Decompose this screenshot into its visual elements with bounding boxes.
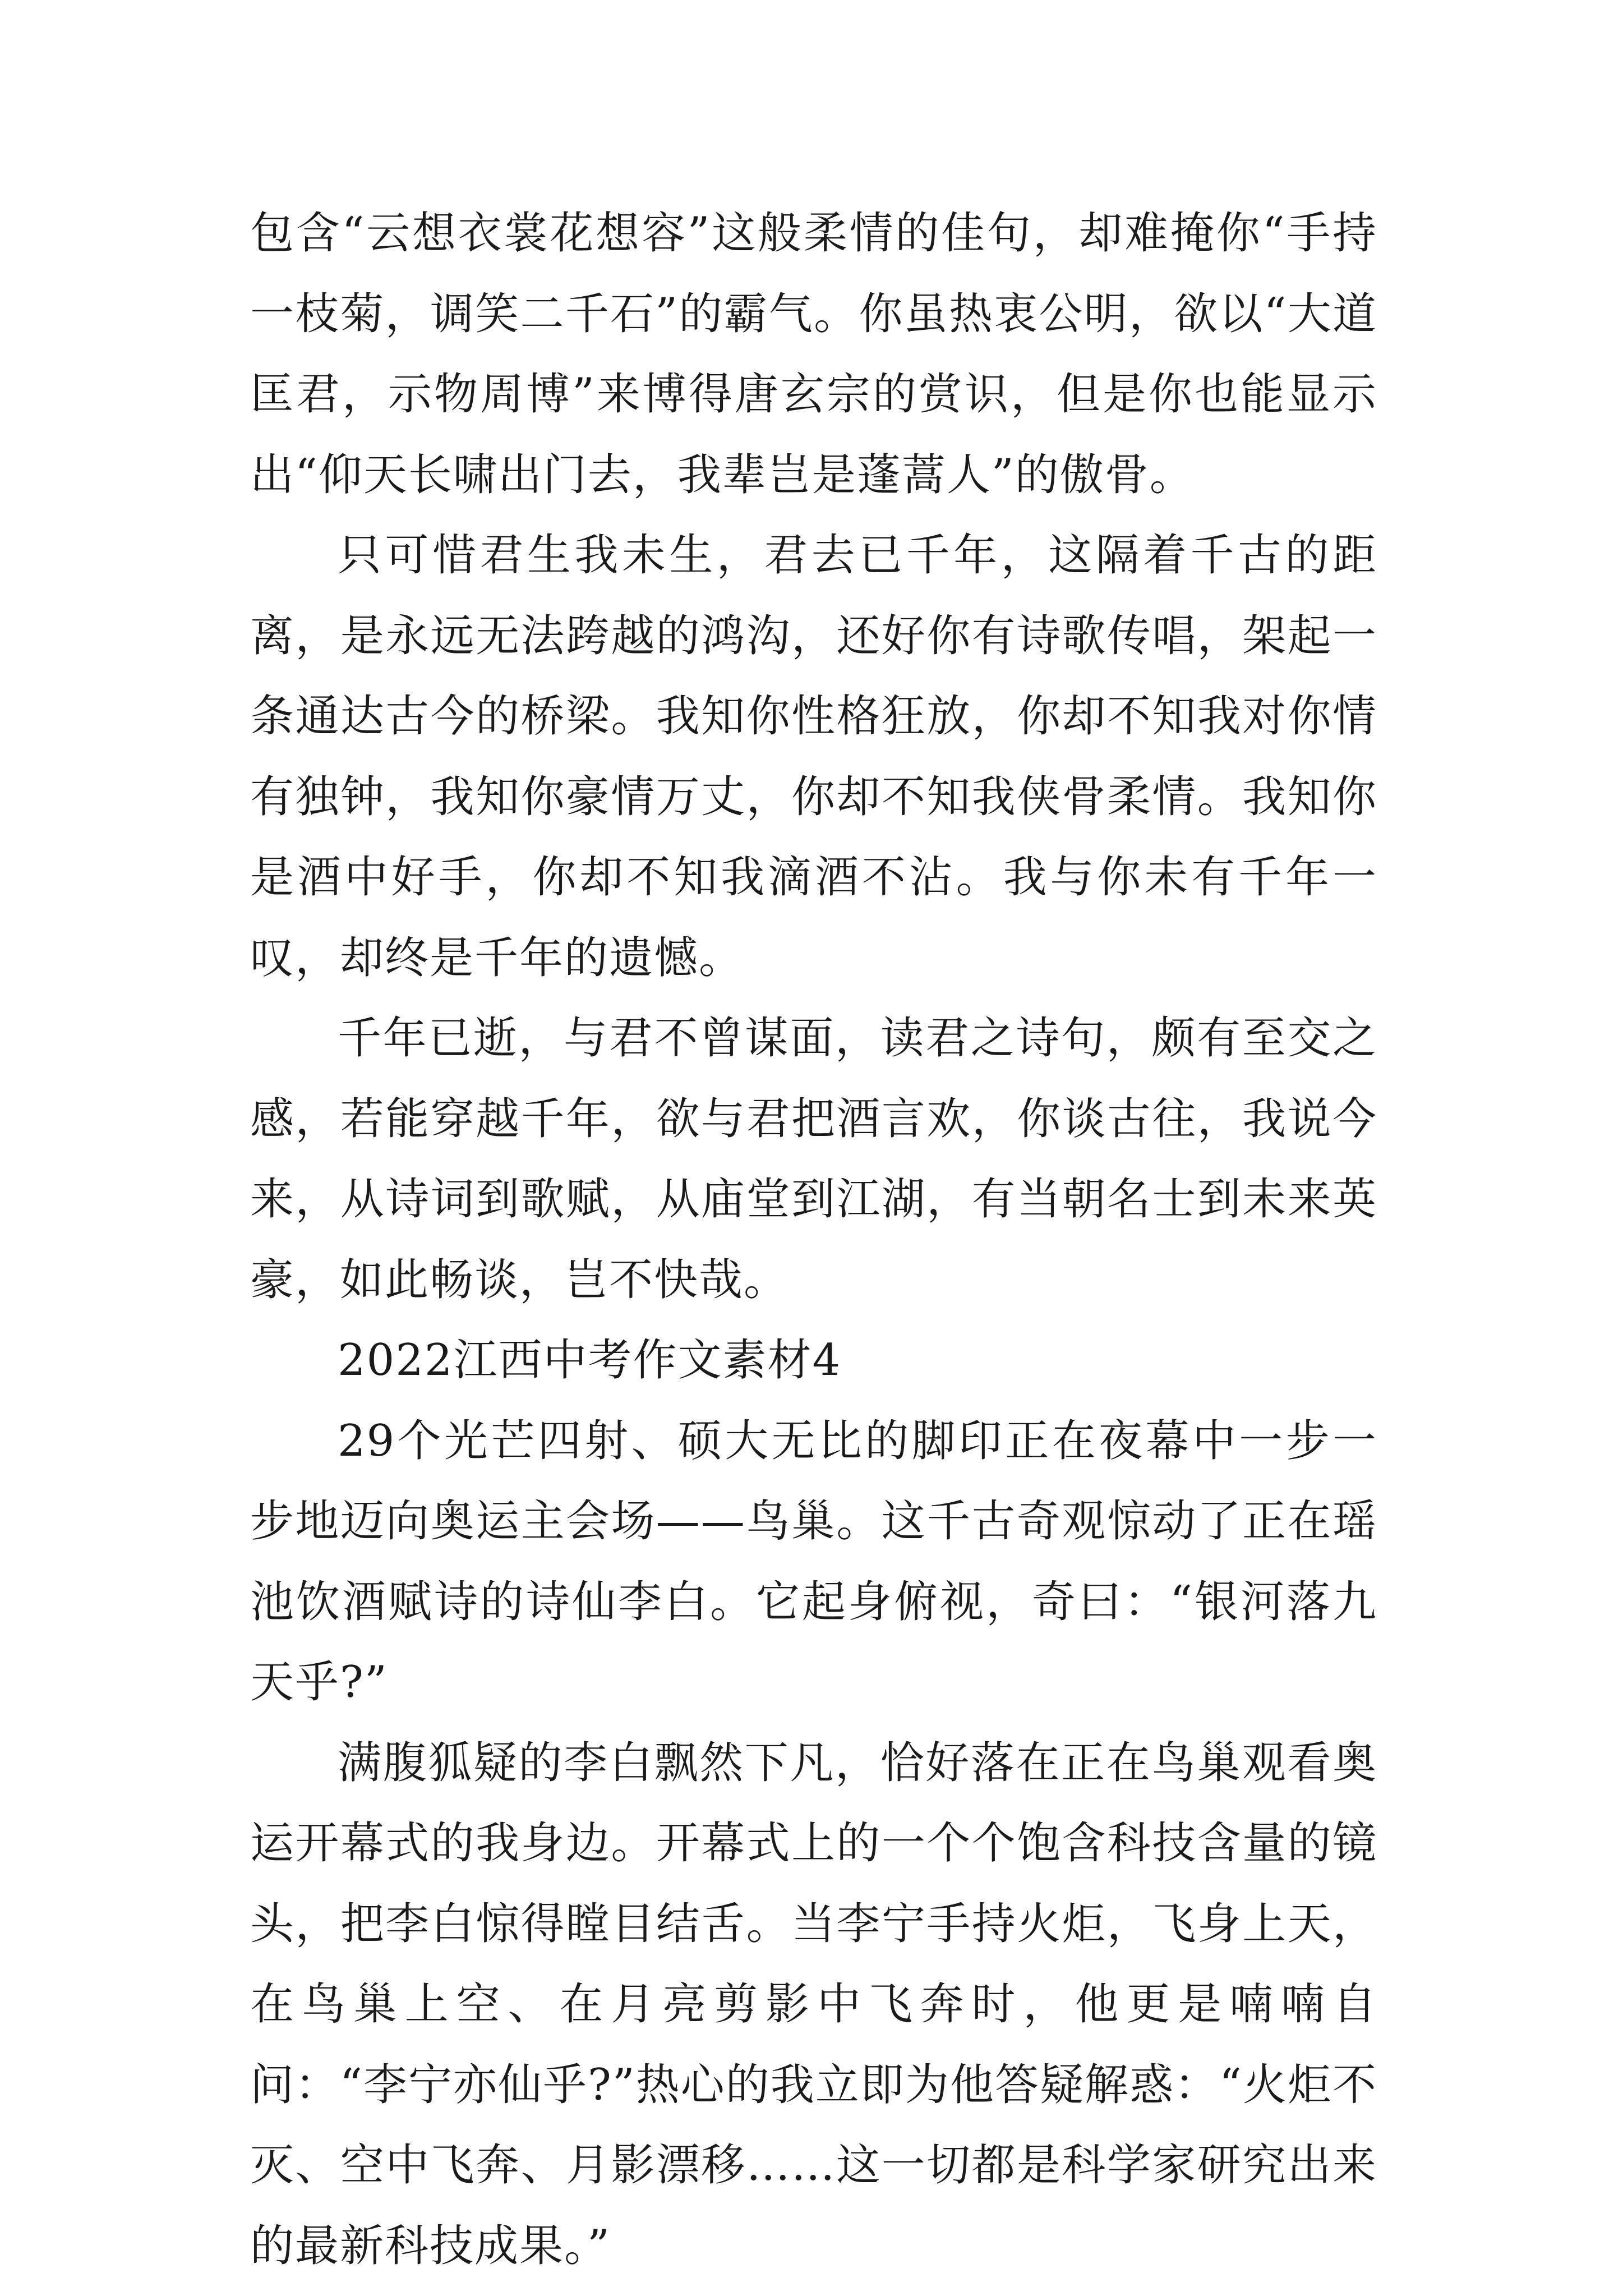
paragraph-2: 只可惜君生我未生，君去已千年，这隔着千古的距离，是永远无法跨越的鸿沟，还好你有诗歌传唱，架起一条通达古今的桥梁。我知你性格狂放，你却不知我对你情有独钟，我知你豪情万丈，你却不知我侠骨柔情。我知你是酒中好手，你却不知我滴酒不沾。我与你未有千年一叹，却终是千年的遗憾。	[250, 530, 1377, 983]
paragraph-3: 千年已逝，与君不曾谋面，读君之诗句，颇有至交之感，若能穿越千年，欲与君把酒言欢，你谈古往，我说今来，从诗词到歌赋，从庙堂到江湖，有当朝名士到未来英豪，如此畅谈，岂不快哉。	[250, 1013, 1377, 1305]
paragraph-1: 包含“云想衣裳花想容”这般柔情的佳句，却难掩你“手持一枝菊，调笑二千石”的霸气。你虽热衷公明，欲以“大道匡君，示物周博”来博得唐玄宗的赏识，但是你也能显示出“仰天长啸出门去，我辈岂是蓬蒿人”的傲骨。	[250, 208, 1377, 500]
paragraph-4: 29个光芒四射、硕大无比的脚印正在夜幕中一步一步地迈向奥运主会场——鸟巢。这千古奇观惊动了正在瑶池饮酒赋诗的诗仙李白。它起身俯视，奇曰：“银河落九天乎?”	[250, 1415, 1377, 1708]
section-heading: 2022江西中考作文素材4	[338, 1335, 842, 1386]
paragraph-5: 满腹狐疑的李白飘然下凡，恰好落在正在鸟巢观看奥运开幕式的我身边。开幕式上的一个个饱含科技含量的镜头，把李白惊得瞠目结舌。当李宁手持火炬，飞身上天，在鸟巢上空、在月亮剪影中飞奔时，他更是喃喃自问：“李宁亦仙乎?”热心的我立即为他答疑解惑：“火炬不灭、空中飞奔、月影漂移……这一切都是科学家研究出来的最新科技成果。”	[250, 1737, 1377, 2271]
document-body	[250, 194, 1377, 2286]
